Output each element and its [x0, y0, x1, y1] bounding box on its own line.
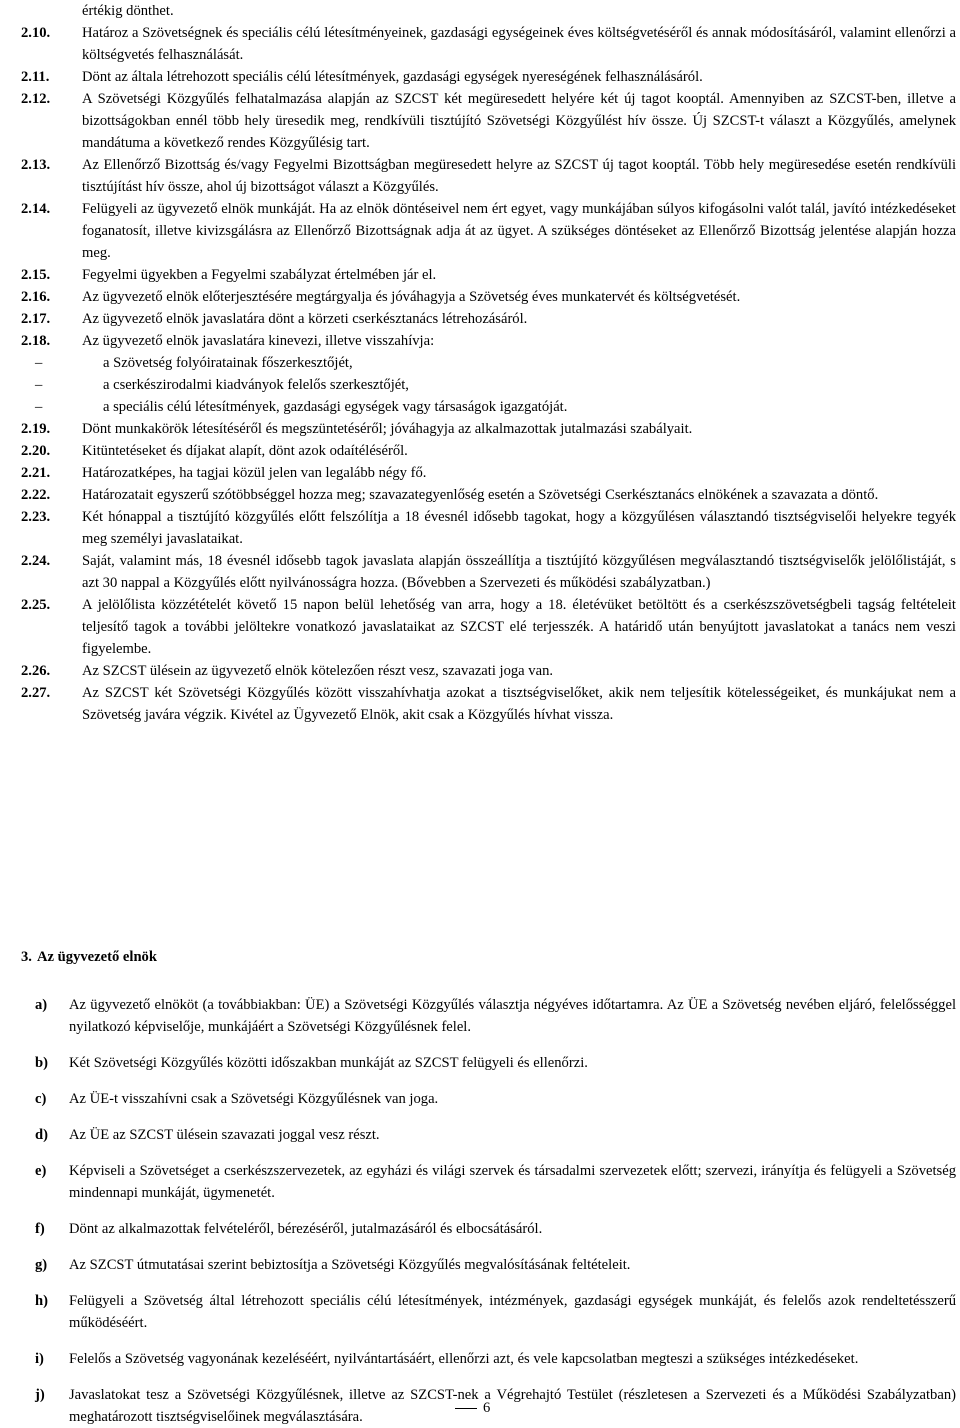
item-spacer — [35, 1276, 956, 1290]
paragraph-number: 2.25. — [21, 597, 51, 613]
paragraph-number: 2.27. — [21, 685, 51, 701]
section-title: Az ügyvezető elnök — [37, 949, 157, 965]
section-heading — [21, 946, 621, 968]
item-text: Képviseli a Szövetséget a cserkészszervezetek, az egyházi és világi szervek és társadalmi szervezetek előtt; szervezi, irányítja és felügyeli a Szövetség mindennapi munkáját, ügymenetét. — [69, 1163, 956, 1201]
lettered-item — [35, 1218, 956, 1240]
paragraph-item — [21, 330, 956, 418]
paragraph-text: Dönt munkakörök létesítéséről és megszüntetéséről; jóváhagyja az alkalmazottak jutalmazási szabályait. — [82, 421, 693, 437]
item-text: Az ÜE az SZCST ülésein szavazati joggal vesz részt. — [69, 1127, 380, 1143]
item-text: Javaslatokat tesz a Szövetségi Közgyűlésnek, illetve az SZCST-nek a Végrehajtó Testület (részletesen a Szervezeti és a Működési Szabályzatban) meghatározott tisztségviselőinek megválasztására. — [69, 1387, 956, 1425]
paragraph-number: 2.19. — [21, 421, 51, 437]
paragraph-number: 2.14. — [21, 201, 51, 217]
lettered-item — [35, 1290, 956, 1334]
item-spacer — [35, 1110, 956, 1124]
paragraph-text: Határozatait egyszerű szótöbbséggel hozza meg; szavazategyenlőség esetén a Szövetségi Cserkésztanács elnökének a szavazata a döntő. — [82, 487, 879, 503]
lettered-item — [35, 994, 956, 1038]
paragraph-body — [82, 22, 956, 66]
paragraph-number: 2.12. — [21, 91, 51, 107]
item-spacer — [35, 1370, 956, 1384]
paragraph-number: 2.20. — [21, 443, 51, 459]
item-spacer — [35, 1038, 956, 1052]
paragraph-number: 2.18. — [21, 333, 51, 349]
paragraph-number: 2.15. — [21, 267, 51, 283]
item-letter: f) — [35, 1221, 45, 1237]
dash-list-item — [21, 374, 956, 396]
paragraph-body — [82, 154, 956, 198]
paragraph-text: A jelölőlista közzétételét követő 15 napon belül lehetőség van arra, hogy a 18. életévüket betöltött és a cserkészszövetségbeli tagság feltételeit teljesítő tagok a további jelöltekre vonatkozó javaslataikat az SZCST elé terjesszék. A határidő után benyújtott javaslatokat a tanács nem veszi figyelembe. — [82, 597, 956, 657]
paragraph-body — [82, 506, 956, 550]
paragraph-number: 2.17. — [21, 311, 51, 327]
paragraph-item — [21, 418, 956, 440]
paragraph-body — [82, 308, 956, 330]
dash-bullet-icon: – — [35, 355, 43, 371]
item-letter: d) — [35, 1127, 48, 1143]
paragraph-item — [21, 308, 956, 330]
item-text: Az ügyvezető elnököt (a továbbiakban: ÜE) a Szövetségi Közgyűlés választja négyéves időtartamra. Az ÜE a Szövetség nevében eljáró, felelősséggel nyilatkozó képviselője, munkájáért a Szövetségi Közgyűlésnek felel. — [69, 997, 956, 1035]
item-spacer — [35, 1240, 956, 1254]
paragraph-text: Két hónappal a tisztújító közgyűlés előtt felszólítja a 18 évesnél idősebb tagokat, hogy a közgyűlésen választandó tisztségviselői helyekre tegyék meg személyi javaslataikat. — [82, 509, 956, 547]
paragraph-body — [82, 550, 956, 594]
lettered-item — [35, 1254, 956, 1276]
section-number: 3. — [21, 949, 32, 965]
paragraph-text: Az Ellenőrző Bizottság és/vagy Fegyelmi Bizottságban megüresedett helyre az SZCST új tagot kooptál. Több hely megüresedése esetén rendkívüli tisztújítást hív össze, ahol új bizottságot választ a Közgyűlés. — [82, 157, 956, 195]
paragraph-item — [21, 66, 956, 88]
dash-list-text: a speciális célú létesítmények, gazdasági egységek vagy társaságok igazgatóját. — [103, 399, 568, 415]
paragraph-item — [21, 264, 956, 286]
paragraph-body — [82, 286, 956, 308]
paragraph-body — [82, 418, 956, 440]
item-spacer — [35, 1204, 956, 1218]
item-text: Az ÜE-t visszahívni csak a Szövetségi Közgyűlésnek van joga. — [69, 1091, 439, 1107]
item-letter: h) — [35, 1293, 48, 1309]
paragraph-text: Kitüntetéseket és díjakat alapít, dönt azok odaítéléséről. — [82, 443, 408, 459]
paragraph-number: 2.13. — [21, 157, 51, 173]
dash-list — [35, 352, 956, 418]
dash-list-item — [21, 352, 956, 374]
paragraph-text: Az SZCST ülésein az ügyvezető elnök kötelezően részt vesz, szavazati joga van. — [82, 663, 554, 679]
paragraph-body — [82, 66, 956, 88]
dash-list-text: a cserkészirodalmi kiadványok felelős szerkesztőjét, — [103, 377, 409, 393]
paragraph-item — [21, 154, 956, 198]
paragraph-body — [82, 660, 956, 682]
paragraph-body — [82, 88, 956, 154]
item-text: Az SZCST útmutatásai szerint bebiztosítja a Szövetségi Közgyűlés megvalósításának feltételeit. — [69, 1257, 631, 1273]
paragraph-body — [82, 594, 956, 660]
paragraph-body — [82, 198, 956, 264]
item-letter: a) — [35, 997, 48, 1013]
dash-bullet-icon: – — [35, 377, 43, 393]
paragraph-number: 2.22. — [21, 487, 51, 503]
paragraph-text: Dönt az általa létrehozott speciális célú létesítmények, gazdasági egységek nyereségének felhasználásáról. — [82, 69, 703, 85]
dash-bullet-icon: – — [35, 399, 43, 415]
item-text: Két Szövetségi Közgyűlés közötti időszakban munkáját az SZCST felügyeli és ellenőrzi. — [69, 1055, 588, 1071]
item-letter: c) — [35, 1091, 47, 1107]
lettered-item — [35, 1052, 956, 1074]
dash-list-text: a Szövetség folyóiratainak főszerkesztőjét, — [103, 355, 353, 371]
paragraph-number: 2.16. — [21, 289, 51, 305]
item-text: Felelős a Szövetség vagyonának kezeléséért, nyilvántartásáért, ellenőrzi azt, és vele kapcsolatban megteszi a szükséges intézkedéseket. — [69, 1351, 859, 1367]
paragraph-number: 2.11. — [21, 69, 50, 85]
item-spacer — [35, 1074, 956, 1088]
lettered-item — [35, 1160, 956, 1204]
paragraph-item — [21, 682, 956, 726]
paragraph-item — [21, 22, 956, 66]
item-text: Dönt az alkalmazottak felvételéről, bérezéséről, jutalmazásáról és elbocsátásáról. — [69, 1221, 543, 1237]
dash-list-item — [21, 396, 956, 418]
item-spacer — [35, 1146, 956, 1160]
paragraph-number: 2.21. — [21, 465, 51, 481]
paragraph-item — [21, 198, 956, 264]
paragraph-body — [82, 462, 956, 484]
page-number-dash — [455, 1408, 477, 1409]
paragraph-text: Az SZCST két Szövetségi Közgyűlés között visszahívhatja azokat a tisztségviselőket, akik nem teljesítik kötelességeiket, és munkájukat nem a Szövetség javára végzik. Kivétel az Ügyvezető Elnök, akit csak a Közgyűlés hívhat vissza. — [82, 685, 956, 723]
paragraph-item — [21, 484, 956, 506]
paragraph-body — [82, 682, 956, 726]
paragraph-body — [82, 484, 956, 506]
page-number: 6 — [483, 1400, 491, 1416]
paragraph-text: Felügyeli az ügyvezető elnök munkáját. Ha az elnök döntéseivel nem ért egyet, vagy munkájában súlyos kifogásolni valót talál, javító intézkedéseket foganatosít, illetve kivizsgálásra az Ellenőrző Bizottságnak adja át az ügyet. A szükséges döntéseket az Ellenőrző Bizottság jelentése alapján hozza meg. — [82, 201, 956, 261]
paragraph-body — [82, 440, 956, 462]
paragraph-text: Saját, valamint más, 18 évesnél idősebb tagok javaslata alapján összeállítja a tisztújító közgyűlésen megválasztandó tisztségviselők jelölőlistáját, s azt 30 nappal a Közgyűlés előtt nyilvánosságra hozza. (Bővebben a Szervezeti és működési szabályzatban.) — [82, 553, 956, 591]
paragraph-text: Határozatképes, ha tagjai közül jelen van legalább négy fő. — [82, 465, 427, 481]
paragraph-item — [21, 88, 956, 154]
paragraph-item — [21, 506, 956, 550]
paragraph-item — [21, 286, 956, 308]
item-spacer — [35, 1334, 956, 1348]
item-letter: g) — [35, 1257, 48, 1273]
lettered-item — [35, 1088, 956, 1110]
intro-line: értékig dönthet. — [82, 3, 174, 19]
paragraph-text: Fegyelmi ügyekben a Fegyelmi szabályzat értelmében jár el. — [82, 267, 437, 283]
paragraph-number: 2.24. — [21, 553, 51, 569]
paragraph-text: Az ügyvezető elnök javaslatára dönt a körzeti cserkésztanács létrehozásáról. — [82, 311, 528, 327]
paragraph-text: Az ügyvezető elnök előterjesztésére megtárgyalja és jóváhagyja a Szövetség éves munkatervét és költségvetését. — [82, 289, 741, 305]
page-number-footer — [455, 1397, 535, 1419]
paragraph-number: 2.26. — [21, 663, 51, 679]
paragraph-text: A Szövetségi Közgyűlés felhatalmazása alapján az SZCST két megüresedett helyére két új tagot kooptál. Amennyiben az SZCST-ben, illetve a bizottságokban ennél több hely üresedik meg, rendkívüli tisztújító Szövetségi Közgyűlést hív össze. Új SZCST-t választ a Közgyűlés, amelynek mandátuma a következő rendes Közgyűlésig tart. — [82, 91, 956, 151]
paragraph-item — [21, 550, 956, 594]
paragraph-number: 2.23. — [21, 509, 51, 525]
paragraph-item — [21, 660, 956, 682]
section-2-items — [21, 22, 956, 726]
paragraph-item — [21, 462, 956, 484]
item-letter: i) — [35, 1351, 44, 1367]
paragraph-text: Határoz a Szövetségnek és speciális célú létesítményeinek, gazdasági egységeinek éves költségvetéséről és annak módosításáról, valamint ellenőrzi a költségvetés felhasználását. — [82, 25, 956, 63]
lettered-item — [35, 1124, 956, 1146]
paragraph-item — [21, 594, 956, 660]
item-letter: j) — [35, 1387, 45, 1403]
section-3-items — [35, 994, 956, 1428]
item-text: Felügyeli a Szövetség által létrehozott speciális célú létesítmények, intézmények, gazdasági egységek munkáját, és felelős azok rendeltetésszerű működéséért. — [69, 1293, 956, 1331]
item-letter: b) — [35, 1055, 48, 1071]
paragraph-body — [82, 264, 956, 286]
item-letter: e) — [35, 1163, 47, 1179]
lettered-item — [35, 1348, 956, 1370]
paragraph-number: 2.10. — [21, 25, 51, 41]
paragraph-text: Az ügyvezető elnök javaslatára kinevezi, illetve visszahívja: — [82, 333, 435, 349]
paragraph-item — [21, 440, 956, 462]
